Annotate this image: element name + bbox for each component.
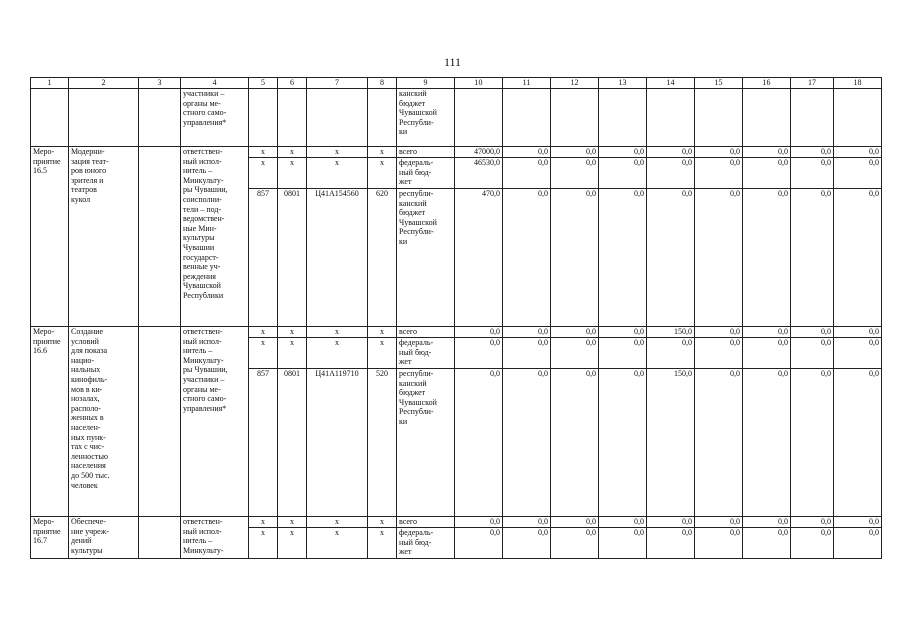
value-cell: 46530,0	[455, 158, 503, 189]
value-cell: 0,0	[599, 327, 647, 338]
value-cell: 0,0	[695, 189, 743, 327]
value-cell: 0,0	[647, 338, 695, 369]
value-cell: 0,0	[695, 517, 743, 528]
value-cell: 0,0	[599, 147, 647, 158]
budget-source-cell: всего	[397, 517, 455, 528]
header-cell: 8	[368, 78, 397, 89]
header-cell: 15	[695, 78, 743, 89]
header-cell: 16	[743, 78, 791, 89]
value-cell: 0,0	[599, 369, 647, 517]
value-cell: 0,0	[647, 158, 695, 189]
budget-source-cell: всего	[397, 147, 455, 158]
participants-cell: ответствен- ный испол- нитель – Минкульту-	[181, 517, 249, 559]
value-cell: 0,0	[503, 147, 551, 158]
value-cell: 0,0	[743, 147, 791, 158]
header-cell: 14	[647, 78, 695, 89]
budget-source-cell: республи- канский бюджет Чувашской Республи- ки	[397, 189, 455, 327]
value-cell: 0,0	[834, 189, 882, 327]
value-cell: 0,0	[503, 327, 551, 338]
value-cell: 0,0	[791, 158, 834, 189]
table-row: Меро- приятие 16.6 Создание условий для показа нацио- нальных кинофиль- мов в ки- нозалах, располо- женных в населен- ных пунк- тах с чис- ленностью населения до 500 тыс. человек ответствен- ный испол- нитель – Минкульту- ры Чувашии, участники – органы ме- стного само- управления* х х х х всего 0,0 0,0 0,0 0,0 150,0 0,0 0,0 0,0 0,0	[31, 327, 882, 338]
value-cell: 0,0	[743, 517, 791, 528]
value-cell: 0,0	[834, 517, 882, 528]
value-cell: 0,0	[551, 327, 599, 338]
value-cell: 0,0	[743, 327, 791, 338]
value-cell: 0,0	[503, 528, 551, 559]
value-cell: 0,0	[834, 147, 882, 158]
budget-source-cell: федераль- ный бюд- жет	[397, 158, 455, 189]
value-cell: 0,0	[551, 528, 599, 559]
value-cell: 0,0	[791, 327, 834, 338]
budget-source-cell: республи- канский бюджет Чувашской Республи- ки	[397, 369, 455, 517]
value-cell: 0,0	[599, 517, 647, 528]
value-cell: 0,0	[503, 189, 551, 327]
value-cell: 0,0	[503, 369, 551, 517]
budget-source-cell: канский бюджет Чувашской Республи- ки	[397, 89, 455, 147]
value-cell: 0,0	[834, 158, 882, 189]
value-cell: 0,0	[551, 338, 599, 369]
value-cell: 0,0	[695, 147, 743, 158]
value-cell: 0,0	[791, 528, 834, 559]
header-cell: 7	[307, 78, 368, 89]
header-cell: 11	[503, 78, 551, 89]
value-cell: 0,0	[455, 327, 503, 338]
budget-table	[30, 77, 882, 559]
value-cell: 0,0	[743, 338, 791, 369]
value-cell: 470,0	[455, 189, 503, 327]
value-cell: 150,0	[647, 327, 695, 338]
value-cell: 0,0	[695, 338, 743, 369]
header-cell: 18	[834, 78, 882, 89]
measure-title: Создание условий для показа нацио- нальных кинофиль- мов в ки- нозалах, располо- женных в населен- ных пунк- тах с чис- ленностью населения до 500 тыс. человек	[69, 327, 139, 517]
participants-cell: ответствен- ный испол- нитель – Минкульту- ры Чувашии, соисполни- тели – под- ведомствен- ные Мин- культуры Чувашии государст- венные уч- реждения Чувашской Республики	[181, 147, 249, 327]
value-cell: 0,0	[695, 327, 743, 338]
value-cell: 0,0	[791, 189, 834, 327]
header-cell: 4	[181, 78, 249, 89]
header-cell: 10	[455, 78, 503, 89]
table-row: Меро- приятие 16.5 Модерни- зация теат- ров юного зрителя и театров кукол ответствен- ный испол- нитель – Минкульту- ры Чувашии, соисполни- тели – под- ведомствен- ные Мин- культуры Чувашии государст- венные уч- реждения Чувашской Республики х х х х всего 47000,0 0,0 0,0 0,0 0,0 0,0 0,0 0,0 0,0	[31, 147, 882, 158]
value-cell: 150,0	[647, 369, 695, 517]
value-cell: 0,0	[743, 189, 791, 327]
value-cell: 0,0	[743, 369, 791, 517]
header-row	[31, 78, 882, 89]
value-cell: 0,0	[647, 528, 695, 559]
value-cell: 0,0	[599, 338, 647, 369]
header-cell: 3	[139, 78, 181, 89]
header-cell: 12	[551, 78, 599, 89]
budget-source-cell: федераль- ный бюд- жет	[397, 338, 455, 369]
table-row: х х х х федераль- ный бюд- жет 46530,0 0,0 0,0 0,0 0,0 0,0 0,0 0,0 0,0	[31, 158, 882, 189]
value-cell: 0,0	[503, 517, 551, 528]
value-cell: 0,0	[834, 327, 882, 338]
measure-title: Модерни- зация теат- ров юного зрителя и театров кукол	[69, 147, 139, 327]
value-cell: 0,0	[791, 338, 834, 369]
participants-cell: участники – органы ме- стного само- управления*	[181, 89, 249, 147]
value-cell: 0,0	[599, 158, 647, 189]
value-cell: 0,0	[455, 369, 503, 517]
value-cell: 0,0	[791, 517, 834, 528]
value-cell: 0,0	[791, 369, 834, 517]
value-cell: 0,0	[695, 369, 743, 517]
value-cell: 0,0	[599, 189, 647, 327]
measure-code: Меро- приятие 16.5	[31, 147, 69, 327]
value-cell: 0,0	[455, 528, 503, 559]
table-row: х х х х федераль- ный бюд- жет 0,0 0,0 0,0 0,0 0,0 0,0 0,0 0,0 0,0	[31, 528, 882, 559]
value-cell: 0,0	[695, 158, 743, 189]
page-number: 111	[443, 55, 462, 69]
value-cell: 0,0	[551, 158, 599, 189]
value-cell: 0,0	[743, 528, 791, 559]
value-cell: 0,0	[834, 369, 882, 517]
value-cell: 0,0	[647, 189, 695, 327]
value-cell: 0,0	[551, 369, 599, 517]
value-cell: 0,0	[834, 528, 882, 559]
value-cell: 0,0	[647, 517, 695, 528]
value-cell: 0,0	[503, 338, 551, 369]
value-cell: 0,0	[455, 338, 503, 369]
budget-source-cell: федераль- ный бюд- жет	[397, 528, 455, 559]
value-cell: 0,0	[743, 158, 791, 189]
continuation-row	[31, 89, 882, 147]
value-cell: 0,0	[834, 338, 882, 369]
table-row: х х х х федераль- ный бюд- жет 0,0 0,0 0,0 0,0 0,0 0,0 0,0 0,0 0,0	[31, 338, 882, 369]
header-cell: 2	[69, 78, 139, 89]
table-row: 857 0801 Ц41А154560 620 республи- канский бюджет Чувашской Республи- ки 470,0 0,0 0,0 0,0 0,0 0,0 0,0 0,0 0,0	[31, 189, 882, 327]
header-cell: 6	[278, 78, 307, 89]
measure-code: Меро- приятие 16.7	[31, 517, 69, 559]
table-row: 857 0801 Ц41А119710 520 республи- канский бюджет Чувашской Республи- ки 0,0 0,0 0,0 0,0 150,0 0,0 0,0 0,0 0,0	[31, 369, 882, 517]
header-cell: 1	[31, 78, 69, 89]
header-cell: 17	[791, 78, 834, 89]
value-cell: 0,0	[647, 147, 695, 158]
measure-code: Меро- приятие 16.6	[31, 327, 69, 517]
value-cell: 47000,0	[455, 147, 503, 158]
header-cell: 9	[397, 78, 455, 89]
budget-source-cell: всего	[397, 327, 455, 338]
value-cell: 0,0	[551, 147, 599, 158]
measure-title: Обеспече- ние учреж- дений культуры	[69, 517, 139, 559]
value-cell: 0,0	[551, 517, 599, 528]
value-cell: 0,0	[551, 189, 599, 327]
value-cell: 0,0	[455, 517, 503, 528]
value-cell: 0,0	[791, 147, 834, 158]
value-cell: 0,0	[695, 528, 743, 559]
value-cell: 0,0	[503, 158, 551, 189]
header-cell: 13	[599, 78, 647, 89]
header-cell: 5	[249, 78, 278, 89]
participants-cell: ответствен- ный испол- нитель – Минкульту- ры Чувашии, участники – органы ме- стного само- управления*	[181, 327, 249, 517]
value-cell: 0,0	[599, 528, 647, 559]
table-row: Меро- приятие 16.7 Обеспече- ние учреж- дений культуры ответствен- ный испол- нитель – Минкульту- х х х х всего 0,0 0,0 0,0 0,0 0,0 0,0 0,0 0,0 0,0	[31, 517, 882, 528]
